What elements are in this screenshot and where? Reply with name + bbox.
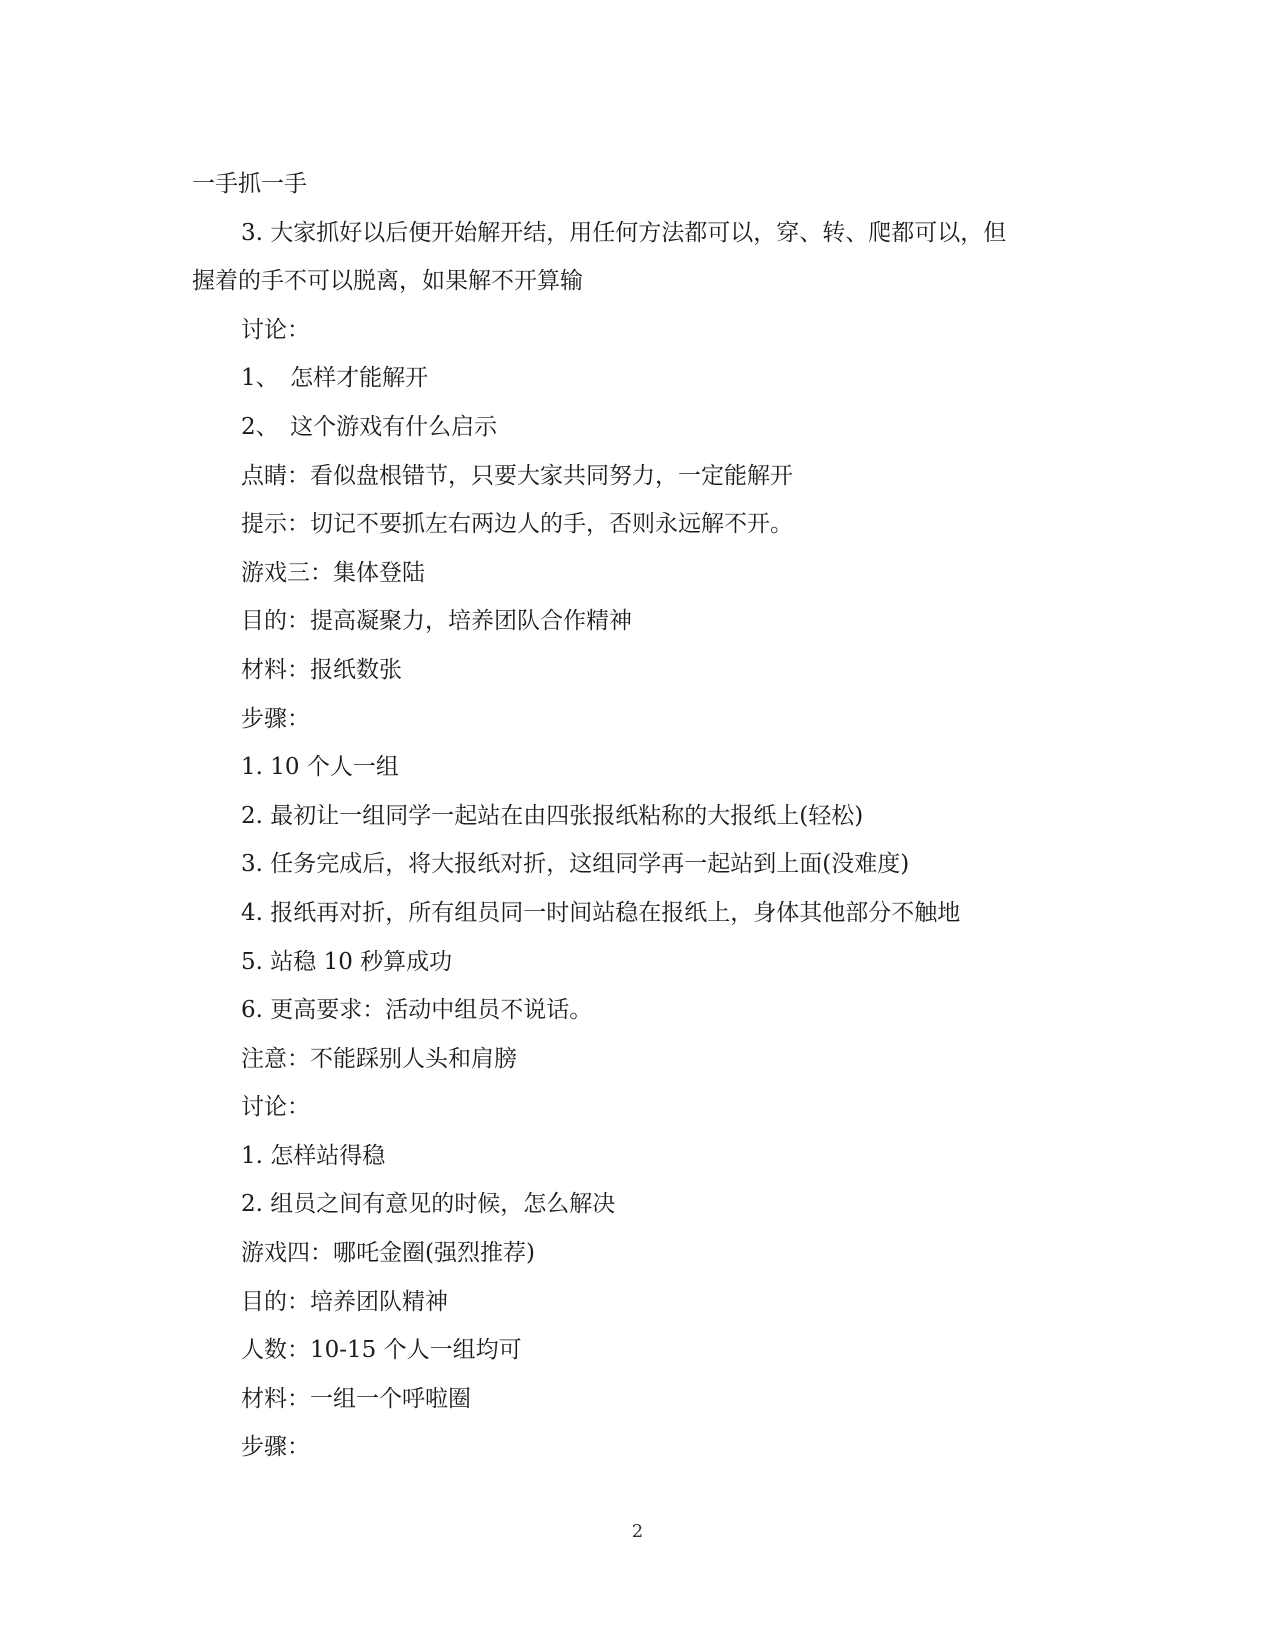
list-item: 1. 10 个人一组 xyxy=(241,754,399,781)
text-line: 材料：一组一个呼啦圈 xyxy=(241,1385,471,1412)
list-item: 3. 任务完成后，将大报纸对折，这组同学再一起站到上面(没难度) xyxy=(241,851,910,878)
section-heading: 讨论： xyxy=(241,1094,310,1121)
section-heading: 游戏三：集体登陆 xyxy=(241,559,425,586)
list-item: 2. 组员之间有意见的时候，怎么解决 xyxy=(241,1191,616,1218)
text-line: 注意：不能踩别人头和肩膀 xyxy=(241,1045,517,1072)
section-heading: 步骤： xyxy=(241,705,310,732)
document-body xyxy=(192,160,1082,1472)
list-item: 5. 站稳 10 秒算成功 xyxy=(241,948,453,975)
list-item: 6. 更高要求：活动中组员不说话。 xyxy=(241,997,593,1024)
list-item: 2、 这个游戏有什么启示 xyxy=(241,413,498,440)
list-item: 2. 最初让一组同学一起站在由四张报纸粘称的大报纸上(轻松) xyxy=(241,802,864,829)
section-heading: 步骤： xyxy=(241,1434,310,1461)
text-line: 材料：报纸数张 xyxy=(241,656,402,683)
text-line: 目的：培养团队精神 xyxy=(241,1288,448,1315)
section-heading: 讨论： xyxy=(241,316,310,343)
text-line: 提示：切记不要抓左右两边人的手，否则永远解不开。 xyxy=(241,511,793,538)
list-item: 4. 报纸再对折，所有组员同一时间站稳在报纸上，身体其他部分不触地 xyxy=(241,899,961,926)
list-item: 1. 怎样站得稳 xyxy=(241,1142,386,1169)
section-heading: 游戏四：哪吒金圈(强烈推荐) xyxy=(241,1240,535,1267)
text-line: 人数：10-15 个人一组均可 xyxy=(241,1337,522,1364)
text-line: 一手抓一手 xyxy=(192,171,307,197)
text-line: 握着的手不可以脱离，如果解不开算输 xyxy=(192,268,583,295)
page-number: 2 xyxy=(631,1521,644,1542)
text-line: 3. 大家抓好以后便开始解开结，用任何方法都可以，穿、转、爬都可以，但 xyxy=(241,219,1007,246)
text-line: 目的：提高凝聚力，培养团队合作精神 xyxy=(241,608,632,635)
list-item: 1、 怎样才能解开 xyxy=(241,365,429,392)
text-line: 点睛：看似盘根错节，只要大家共同努力，一定能解开 xyxy=(241,462,793,489)
